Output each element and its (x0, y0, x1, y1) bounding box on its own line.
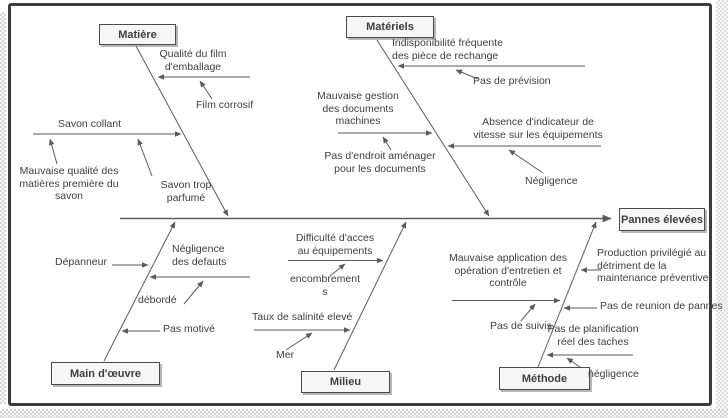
subcause-label-encombrements: encombrement s (289, 273, 361, 298)
cause-label-production: Production privilégié au détriment de la maintenance préventive (597, 247, 709, 284)
cause-label-negligence-defauts: Négligence des defauts (172, 243, 227, 268)
arrow-film-corrosif (200, 81, 212, 99)
subcause-label-savon-parfume: Savon trop parfumé (160, 179, 212, 204)
category-box-milieu: Milieu (301, 371, 390, 393)
arrow-negligence-materiels (509, 150, 543, 173)
arrow-mer (286, 333, 312, 350)
arrow-deborde (184, 281, 203, 304)
category-box-main-oeuvre: Main d'œuvre (51, 362, 160, 385)
subcause-label-deborde: débordé (138, 294, 177, 306)
arrow-pas-suivis (521, 304, 535, 321)
subcause-label-mer: Mer (276, 349, 295, 361)
cause-label-indisponibilite: Indisponibilité fréquente des pièce de rechange (392, 37, 503, 62)
cause-label-pas-motive: Pas motivé (163, 323, 215, 335)
cause-label-pas-reunion: Pas de reunion de pannes (600, 300, 723, 312)
cause-label-planification: Pas de planification réel des taches (547, 323, 639, 348)
cause-label-mauvaise-application: Mauvaise application des opération d'entretien et contrôle (449, 252, 567, 289)
bone-main-oeuvre (104, 222, 175, 361)
cause-label-savon-collant: Savon collant (58, 118, 122, 130)
cause-label-depanneur: Dépanneur (55, 256, 107, 268)
category-box-methode: Méthode (499, 367, 590, 390)
arrow-pas-endroit (383, 137, 391, 150)
arrow-savon-parfume (138, 139, 152, 176)
arrow-mauvaise-qualite (50, 139, 57, 164)
subcause-label-mauvaise-qualite: Mauvaise qualité des matières première du savon (19, 165, 119, 202)
subcause-label-negligence-materiels: Négligence (525, 175, 578, 187)
cause-label-difficulte-acces: Difficulté d'acces au équipements (295, 232, 375, 257)
subcause-label-pas-prevision: Pas de prévision (473, 75, 551, 87)
cause-label-gestion-documents: Mauvaise gestion des documents machines (317, 90, 399, 127)
subcause-label-pas-endroit: Pas d'endroit aménager pour les documents (324, 150, 436, 175)
effect-box-pannes-elevees: Pannes élevées (619, 208, 705, 231)
cause-label-absence-indicateur: Absence d'indicateur de vitesse sur les équipements (473, 116, 603, 141)
category-box-matiere: Matière (99, 24, 176, 45)
cause-label-qualite-film: Qualité du film d'emballage (159, 48, 227, 73)
subcause-label-film-corrosif: Film corrosif (196, 99, 254, 111)
subcause-label-negligence-methode: négligence (588, 368, 639, 380)
subcause-label-pas-suivis: Pas de suivis (490, 320, 552, 332)
cause-label-taux-salinite: Taux de salinité elevé (252, 311, 353, 323)
category-box-materiels: Matériels (346, 16, 434, 38)
